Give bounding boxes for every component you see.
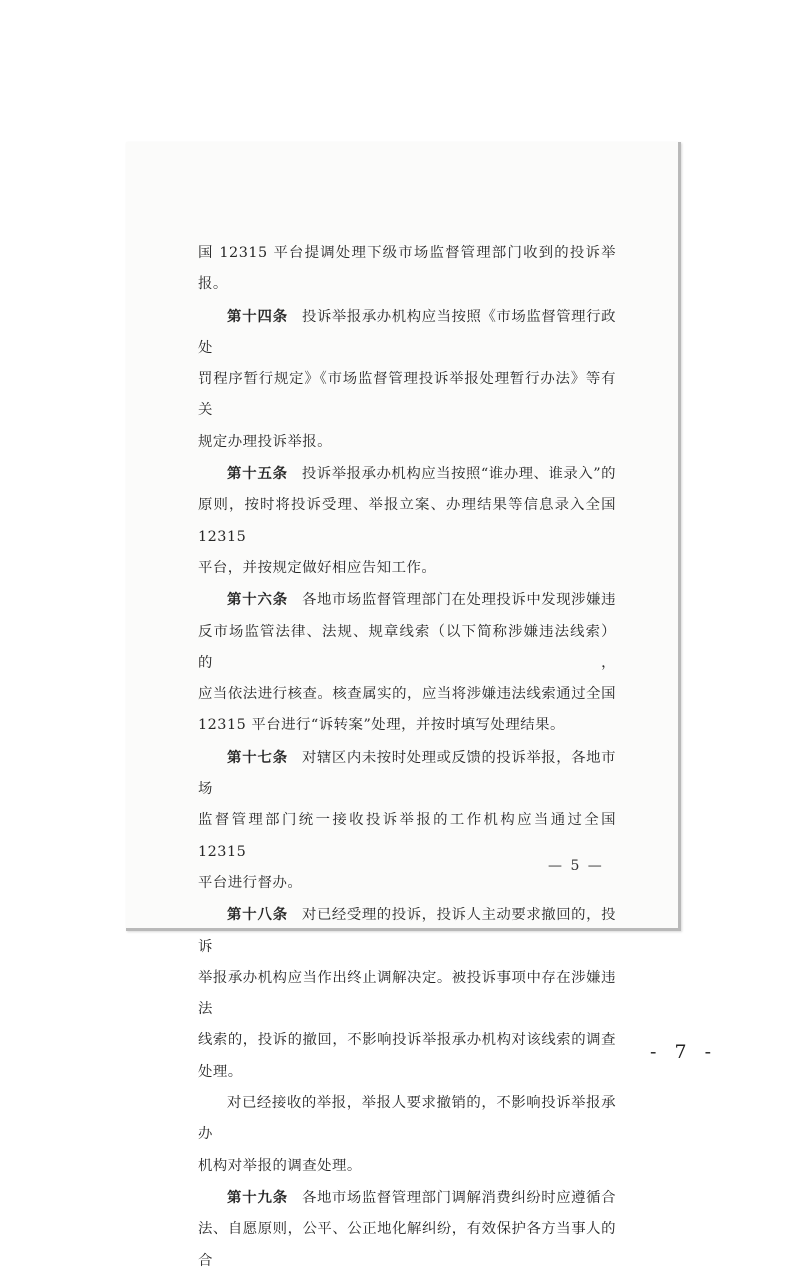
scanned-page-text <box>198 238 616 1277</box>
line-text: 规定办理投诉举报。 <box>198 433 333 450</box>
article-number: 第十五条 <box>227 465 288 483</box>
article-number: 第十八条 <box>227 906 289 924</box>
text-line <box>198 490 616 553</box>
line-text: 投诉举报承办机构应当按照《市场监督管理行政处 <box>198 308 616 356</box>
text-line <box>198 710 616 741</box>
line-text: 12315 平台进行“诉转案”处理，并按时填写处理结果。 <box>198 717 565 734</box>
line-text: 对已经接收的举报，举报人要求撤销的，不影响投诉举报承办 <box>198 1095 616 1143</box>
line-text: 国 12315 平台提调处理下级市场监督管理部门收到的投诉举报。 <box>198 245 616 293</box>
text-line <box>198 679 616 710</box>
line-text: 罚程序暂行规定》《市场监督管理投诉举报处理暂行办法》等有关 <box>198 371 616 419</box>
inner-page-number: — 5 — <box>548 858 604 874</box>
line-text: 各地市场监督管理部门在处理投诉中发现涉嫌违 <box>302 592 616 609</box>
text-line <box>198 742 616 806</box>
text-line <box>198 364 616 427</box>
line-text: 各地市场监督管理部门调解消费纠纷时应遵循合 <box>302 1189 616 1206</box>
line-text: 监督管理部门统一接收投诉举报的工作机构应当通过全国 12315 <box>198 812 616 860</box>
line-text: 原则，按时将投诉受理、举报立案、办理结果等信息录入全国 12315 <box>198 497 616 545</box>
text-line <box>198 1088 616 1151</box>
text-line <box>198 899 616 963</box>
text-line <box>198 553 616 584</box>
text-line <box>198 458 616 490</box>
text-line <box>198 427 616 458</box>
line-text: 举报承办机构应当作出终止调解决定。被投诉事项中存在涉嫌违法 <box>198 969 616 1018</box>
line-text: 对辖区内未按时处理或反馈的投诉举报，各地市场 <box>198 749 616 798</box>
text-line <box>198 1182 616 1214</box>
line-text: 平台进行督办。 <box>198 874 303 891</box>
line-text: 法、自愿原则，公平、公正地化解纠纷，有效保护各方当事人的合 <box>198 1221 616 1269</box>
line-text: 对已经受理的投诉，投诉人主动要求撤回的，投诉 <box>198 907 616 955</box>
text-line <box>198 963 616 1026</box>
article-number: 第十四条 <box>227 307 289 325</box>
text-line <box>198 1214 616 1277</box>
text-line <box>198 1057 616 1088</box>
line-text: 平台，并按规定做好相应告知工作。 <box>198 559 437 576</box>
article-number: 第十六条 <box>227 591 289 609</box>
line-text: 线索的，投诉的撤回，不影响投诉举报承办机构对该线索的调查 <box>198 1032 616 1049</box>
line-text: 投诉举报承办机构应当按照“谁办理、谁录入”的 <box>301 466 617 483</box>
text-line <box>198 238 616 301</box>
line-text: 应当依法进行核查。核查属实的，应当将涉嫌违法线索通过全国 <box>198 686 616 703</box>
article-number: 第十七条 <box>227 748 289 766</box>
text-line <box>198 584 616 616</box>
text-line <box>198 617 616 680</box>
text-line <box>198 1025 616 1056</box>
text-line <box>198 301 616 365</box>
line-text: 处理。 <box>198 1063 243 1080</box>
line-text: 反市场监管法律、法规、规章线索（以下简称涉嫌违法线索）的， <box>198 623 616 671</box>
page-number: - 7 - <box>650 1041 718 1063</box>
line-text: 机构对举报的调查处理。 <box>198 1157 362 1174</box>
article-number: 第十九条 <box>227 1188 289 1206</box>
text-line <box>198 1151 616 1182</box>
